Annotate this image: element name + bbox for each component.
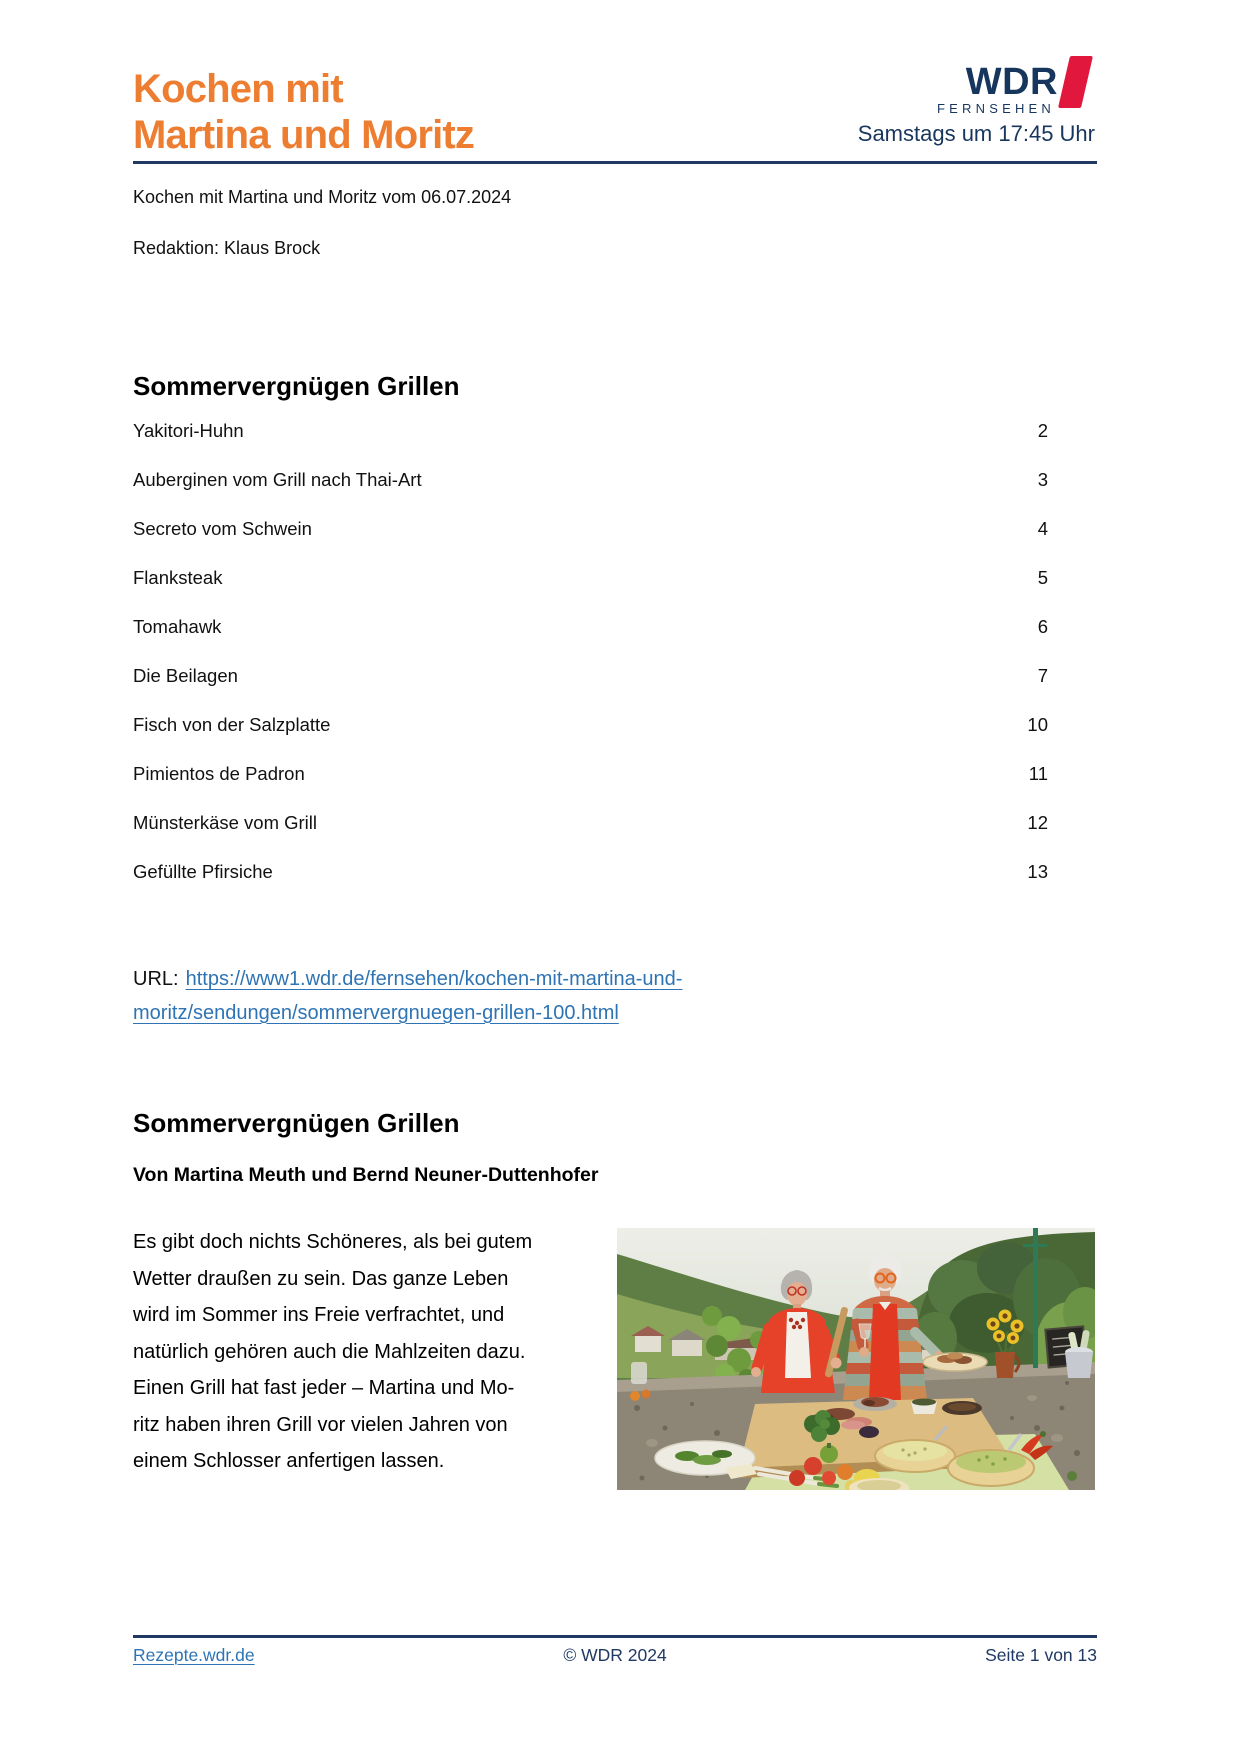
toc-item-page: 7 bbox=[1037, 665, 1048, 686]
wdr-logo-text: WDR bbox=[965, 61, 1058, 103]
url-label: URL: bbox=[133, 968, 179, 990]
show-logo-line2: Martina und Moritz bbox=[133, 113, 475, 157]
toc-item[interactable] bbox=[133, 861, 1048, 883]
toc-item[interactable] bbox=[133, 567, 1048, 589]
toc-item-label: Münsterkäse vom Grill bbox=[133, 812, 318, 833]
toc-item[interactable] bbox=[133, 616, 1048, 638]
toc-item-label: Flanksteak bbox=[133, 567, 223, 588]
paragraph-line: Einen Grill hat fast jeder – Martina und Mo- bbox=[133, 1377, 515, 1399]
toc-item-page: 3 bbox=[1037, 469, 1048, 490]
toc-item[interactable] bbox=[133, 714, 1048, 736]
url-block bbox=[133, 963, 813, 1030]
toc-item-page: 12 bbox=[1027, 812, 1048, 833]
footer-link-rezepte[interactable]: Rezepte.wdr.de bbox=[133, 1645, 255, 1665]
toc-item-label: Gefüllte Pfirsiche bbox=[133, 861, 273, 882]
toc-item-label: Die Beilagen bbox=[133, 665, 238, 686]
toc-item-label: Secreto vom Schwein bbox=[133, 518, 312, 539]
footer bbox=[133, 1645, 1097, 1666]
footer-divider bbox=[133, 1635, 1097, 1638]
article-paragraph bbox=[133, 1224, 638, 1480]
toc-item[interactable] bbox=[133, 518, 1048, 540]
show-logo-line1: Kochen mit bbox=[133, 67, 343, 111]
paragraph-line: einem Schlosser anfertigen lassen. bbox=[133, 1450, 445, 1472]
paragraph-line: ritz haben ihren Grill vor vielen Jahren von bbox=[133, 1413, 508, 1436]
toc-item-page: 4 bbox=[1037, 518, 1048, 539]
paragraph-line: Es gibt doch nichts Schöneres, als bei gutem bbox=[133, 1231, 533, 1253]
toc-item-label: Yakitori-Huhn bbox=[133, 420, 244, 441]
editor-line: Redaktion: Klaus Brock bbox=[133, 238, 321, 258]
toc-item-page: 6 bbox=[1037, 616, 1048, 637]
article-byline: Von Martina Meuth und Bernd Neuner-Duttenhofer bbox=[133, 1164, 599, 1186]
broadcast-time: Samstags um 17:45 Uhr bbox=[857, 121, 1095, 146]
toc-item-label: Tomahawk bbox=[133, 616, 222, 637]
paragraph-line: wird im Sommer ins Freie verfrachtet, und bbox=[133, 1304, 505, 1326]
paragraph-line: Wetter draußen zu sein. Das ganze Leben bbox=[133, 1267, 509, 1290]
article-photo bbox=[617, 1228, 1095, 1490]
photo-illustration bbox=[617, 1228, 1095, 1490]
toc-item-label: Pimientos de Padron bbox=[133, 763, 305, 784]
footer-copyright: © WDR 2024 bbox=[563, 1645, 667, 1665]
toc-item-label: Auberginen vom Grill nach Thai-Art bbox=[133, 469, 422, 490]
footer-page-indicator: Seite 1 von 13 bbox=[985, 1645, 1097, 1665]
toc-item-label: Fisch von der Salzplatte bbox=[133, 714, 331, 735]
toc-item-page: 2 bbox=[1037, 420, 1048, 441]
wdr-logo bbox=[858, 62, 1095, 147]
toc-item-page: 5 bbox=[1037, 567, 1048, 588]
toc-item[interactable] bbox=[133, 469, 1048, 491]
toc-item[interactable] bbox=[133, 812, 1048, 834]
article-url-link[interactable] bbox=[133, 968, 682, 1024]
toc-item[interactable] bbox=[133, 763, 1048, 785]
header-divider bbox=[133, 161, 1097, 164]
toc-list bbox=[133, 420, 1048, 883]
toc-item-page: 11 bbox=[1028, 763, 1048, 784]
toc-item[interactable] bbox=[133, 420, 1048, 442]
episode-line: Kochen mit Martina und Moritz vom 06.07.2024 bbox=[133, 187, 512, 207]
url-line1: https://www1.wdr.de/fernsehen/kochen-mit-martina-und- bbox=[185, 968, 683, 990]
url-line2: moritz/sendungen/sommervergnuegen-grillen-100.html bbox=[133, 1001, 619, 1024]
toc-title: Sommervergnügen Grillen bbox=[133, 371, 460, 401]
toc-item[interactable] bbox=[133, 665, 1048, 687]
article-title: Sommervergnügen Grillen bbox=[133, 1108, 460, 1138]
toc-item-page: 10 bbox=[1027, 714, 1048, 735]
wdr-logo-subtext: FERNSEHEN bbox=[937, 101, 1055, 116]
toc-item-page: 13 bbox=[1027, 861, 1048, 882]
paragraph-line: natürlich gehören auch die Mahlzeiten dazu. bbox=[133, 1340, 526, 1363]
show-logo bbox=[133, 66, 474, 158]
